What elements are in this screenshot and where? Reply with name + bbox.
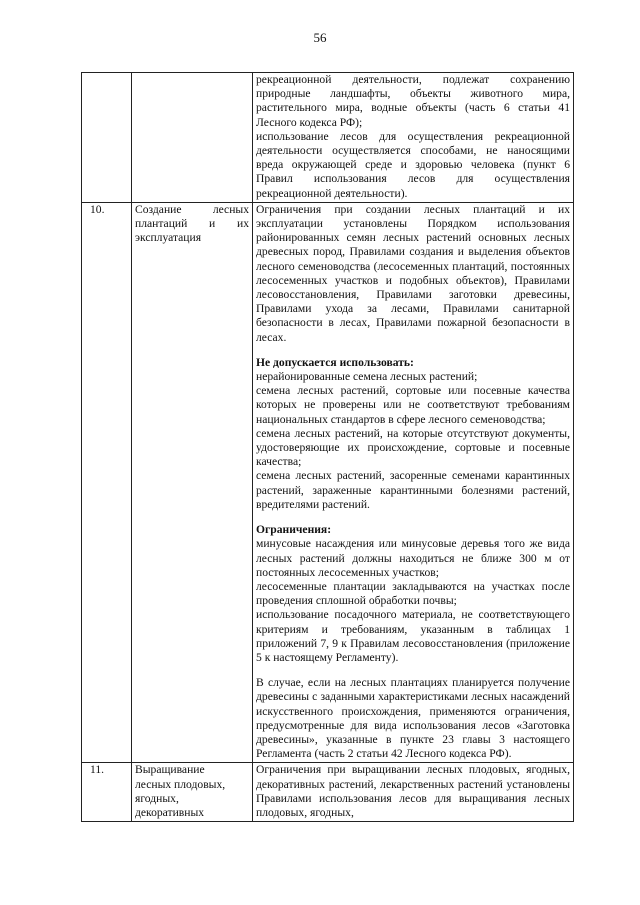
- table-row: [82, 202, 574, 763]
- use-type-line: декоративных: [135, 805, 205, 819]
- paragraph: использование посадочного материала, не соответствующего критериям и требованиям, указанным в таблицах 1 приложений 7, 9 к Правилам лесовосстановления (приложение 5 к настоящему Регламенту).: [256, 608, 570, 664]
- paragraph: использование лесов для осуществления рекреационной деятельности осуществляется способами, не наносящими вреда окружающей среде и здоровью человека (пункт 6 Правил использования лесов для осуществления рекреационной деятельности).: [256, 129, 570, 200]
- page-number: 56: [313, 30, 327, 45]
- paragraph: семена лесных растений, засоренные семенами карантинных растений, зараженные карантинными болезнями растений, вредителями растений.: [256, 469, 570, 511]
- paragraph: семена лесных растений, на которые отсутствуют документы, удостоверяющие их происхождение, сортовые и посевные качества;: [256, 426, 570, 469]
- row-number: [82, 73, 132, 203]
- use-type-cell: [132, 73, 253, 203]
- paragraph: минусовые насаждения или минусовые деревья того же вида лесных растений должны находиться не ближе 300 м от постоянных лесосеменных участков;: [256, 537, 570, 579]
- row-number: 10.: [82, 202, 132, 763]
- use-type-line: Создание лесных плантаций и их эксплуатация: [135, 202, 249, 245]
- paragraph: В случае, если на лесных плантациях планируется получение древесины с заданными характеристиками лесных насаждений искусственного происхождения, применяются ограничения, предусмотренные для вида использования лесов «Заготовка древесины», указанные в пункте 23 главы 3 настоящего Регламента (часть 2 статьи 42 Лесного кодекса РФ).: [256, 676, 570, 761]
- restrictions-cell: [253, 763, 574, 822]
- paragraph: нерайонированные семена лесных растений;: [256, 370, 478, 384]
- section-heading: Ограничения:: [256, 523, 332, 537]
- use-type-line: ягодных,: [135, 791, 179, 805]
- row-number: 11.: [82, 763, 132, 822]
- use-type-cell: [132, 202, 253, 763]
- restrictions-cell: [253, 73, 574, 203]
- use-type-line: Выращивание: [135, 763, 205, 777]
- paragraph: Ограничения при создании лесных плантаций и их эксплуатации установлены Порядком использования районированных семян лесных растений основных лесных древесных пород, Правилами создания и выделения объектов лесного семеноводства (лесосеменных плантаций, постоянных лесосеменных участков и подобных объектов), Правилами лесовосстановления, Правилами заготовки древесины, Правилами ухода за лесами, Правилами санитарной безопасности в лесах, Правилами пожарной безопасности в лесах.: [256, 202, 570, 344]
- use-type-line: лесных плодовых,: [135, 777, 226, 791]
- table-row: [82, 73, 574, 203]
- paragraph: лесосеменные плантации закладываются на участках после проведения сплошной обработки почвы;: [256, 579, 570, 608]
- restrictions-cell: [253, 202, 574, 763]
- section-heading: Не допускается использовать:: [256, 355, 414, 369]
- table-row: [82, 763, 574, 822]
- paragraph: семена лесных растений, сортовые или посевные качества которых не проверены или не соответствуют требованиям национальных стандартов в сфере лесного семеноводства;: [256, 384, 570, 426]
- paragraph: рекреационной деятельности, подлежат сохранению природные ландшафты, объекты животного мира, растительного мира, водные объекты (часть 6 статьи 41 Лесного кодекса РФ);: [256, 73, 570, 129]
- use-type-cell: [132, 763, 253, 822]
- paragraph: Ограничения при выращивании лесных плодовых, ягодных, декоративных растений, лекарственных растений установлены Правилами использования лесов для выращивания лесных плодовых, ягодных,: [256, 763, 570, 819]
- regulation-table: [81, 72, 574, 822]
- regulation-table-body: [82, 73, 574, 822]
